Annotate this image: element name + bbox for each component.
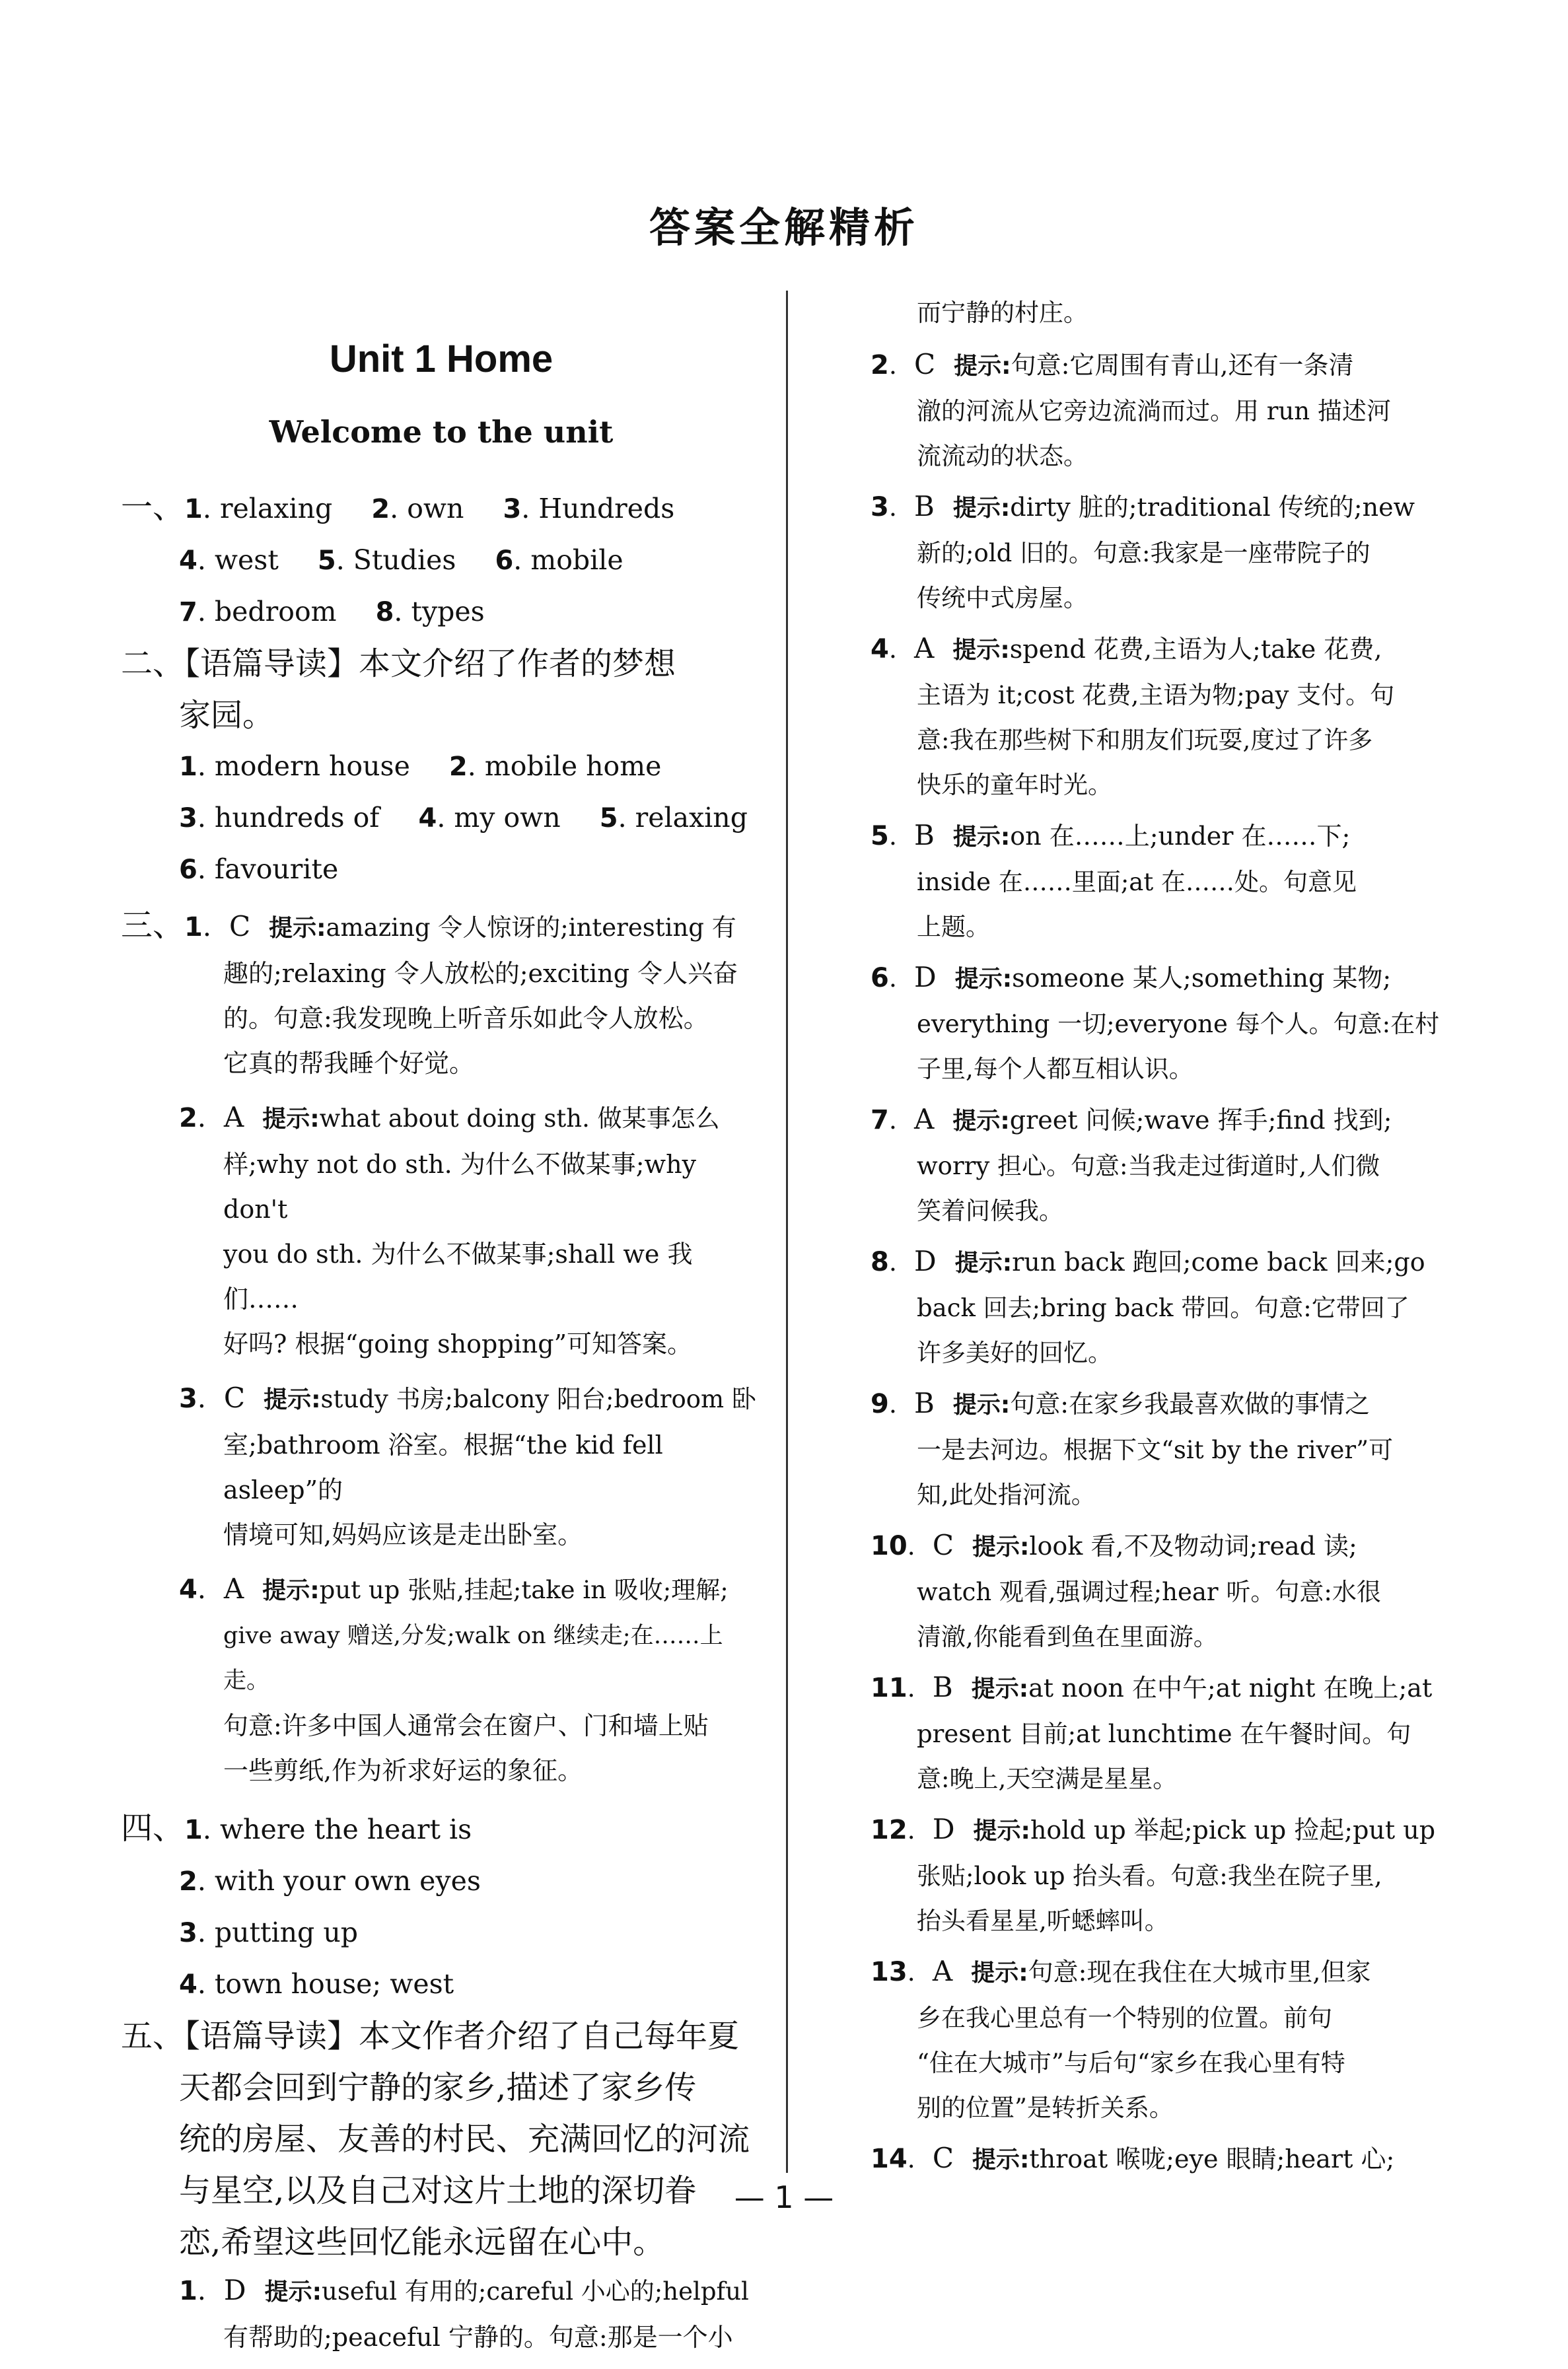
part-5-lead: 五、【语篇导读】本文作者介绍了自己每年夏	[121, 2018, 740, 2055]
part-4-row: 四、1. where the heart is	[121, 1810, 472, 1847]
mc-item: 7. A 提示:greet 问候;wave 挥手;find 找到; worry 担心。句意:当我走过街道时,人们微 笑着问候我。	[871, 1103, 1392, 1225]
part-1-row: 4. west 5. Studies 6. mobile	[179, 544, 624, 576]
part-3	[121, 900, 762, 1793]
page-number: — 1 —	[734, 2179, 834, 2215]
page-title: 答案全解精析	[649, 203, 919, 252]
part-5: 五、【语篇导读】本文作者介绍了自己每年夏 天都会回到宁静的家乡,描述了家乡传 统的房屋、友善的村民、充满回忆的河流 与星空,以及自己对这片土地的深切眷 恋,希望这些回忆能永远留在心中。 1. D 提示:useful 有用的;careful 小心的;helpful 有帮助的;peaceful 宁静的。句意:那是一个小	[121, 2010, 762, 2360]
mc-item: 11. B 提示:at noon 在中午;at night 在晚上;at present 目前;at lunchtime 在午餐时间。句 意:晚上,天空满是星星。	[871, 1671, 1433, 1793]
part-4-row: 3. putting up	[179, 1917, 358, 1948]
mc-item: 9. B 提示:句意:在家乡我最喜欢做的事情之 一是去河边。根据下文“sit by the river”可 知,此处指河流。	[871, 1387, 1393, 1509]
section-title: Welcome to the unit	[269, 414, 614, 450]
part-4-row: 4. town house; west	[179, 1968, 454, 2000]
mc-item: 6. D 提示:someone 某人;something 某物; everything 一切;everyone 每个人。句意:在村 子里,每个人都互相认识。	[871, 961, 1440, 1083]
mc-item: 8. D 提示:run back 跑回;come back 回来;go back 回去;bring back 带回。句意:它带回了 许多美好的回忆。	[871, 1245, 1425, 1367]
mc-item: 4. A 提示:put up 张贴,挂起;take in 吸收;理解; give away 赠送,分发;walk on 继续走;在……上走。 句意:许多中国人通常会在窗户、门和墙上贴 一些剪纸,作为祈求好运的象征。	[179, 1573, 729, 1785]
mc-item: 10. C 提示:look 看,不及物动词;read 读; watch 观看,强调过程;hear 听。句意:水很 清澈,你能看到鱼在里面游。	[871, 1529, 1381, 1651]
mc-item: 14. C 提示:throat 喉咙;eye 眼睛;heart 心;	[871, 2142, 1395, 2174]
part-2-lead-cont: 家园。	[179, 697, 275, 734]
mc-item: 三、1. C 提示:amazing 令人惊讶的;interesting 有 趣的;relaxing 令人放松的;exciting 令人兴奋 的。句意:我发现晚上听音乐如此令人放松。 它真的帮我睡个好觉。	[121, 907, 738, 1078]
part-2-row: 1. modern house 2. mobile home	[179, 750, 662, 782]
mc-item: 3. B 提示:dirty 脏的;traditional 传统的;new 新的;old 旧的。句意:我家是一座带院子的 传统中式房屋。	[871, 490, 1415, 612]
column-divider	[786, 291, 788, 2173]
mc-item: 13. A 提示:句意:现在我住在大城市里,但家 乡在我心里总有一个特别的位置。前句 “住在大城市”与后句“家乡在我心里有特 别的位置”是转折关系。	[871, 1955, 1371, 2122]
part-2	[121, 638, 762, 896]
part-4-row: 2. with your own eyes	[179, 1865, 481, 1897]
part-4	[121, 1802, 762, 2010]
part-2-lead: 二、【语篇导读】本文介绍了作者的梦想	[121, 645, 676, 682]
mc-item: 2. A 提示:what about doing sth. 做某事怎么 样;why not do sth. 为什么不做某事;why don't you do sth. 为什么不做某事;shall we 我们…… 好吗? 根据“going shopping”可知答案。	[179, 1101, 720, 1359]
part-2-row: 3. hundreds of 4. my own 5. relaxing	[179, 802, 748, 833]
part-1-row: 一、1. relaxing 2. own 3. Hundreds	[121, 489, 675, 526]
mc-item: 5. B 提示:on 在……上;under 在……下; inside 在……里面;at 在……处。句意见 上题。	[871, 819, 1357, 941]
left-column	[121, 284, 762, 2369]
mc-item: 12. D 提示:hold up 举起;pick up 捡起;put up 张贴;look up 抬头看。句意:我坐在院子里, 抬头看星星,听蟋蟀叫。	[871, 1813, 1436, 1935]
part-1	[121, 481, 762, 638]
mc-item: 3. C 提示:study 书房;balcony 阳台;bedroom 卧 室;bathroom 浴室。根据“the kid fell asleep”的 情境可知,妈妈应该是走出卧室。	[179, 1382, 756, 1549]
right-column	[871, 291, 1466, 2188]
mc-item: 2. C 提示:句意:它周围有青山,还有一条清 澈的河流从它旁边流淌而过。用 run 描述河 流流动的状态。	[871, 348, 1391, 470]
part-2-row: 6. favourite	[179, 853, 339, 885]
unit-title: Unit 1 Home	[329, 337, 553, 380]
mc-item: 4. A 提示:spend 花费,主语为人;take 花费, 主语为 it;cost 花费,主语为物;pay 支付。句 意:我在那些树下和朋友们玩耍,度过了许多 快乐的童年时光。	[871, 632, 1395, 799]
mc-item: 1. D 提示:useful 有用的;careful 小心的;helpful 有帮助的;peaceful 宁静的。句意:那是一个小	[179, 2274, 749, 2352]
part-1-row: 7. bedroom 8. types	[179, 596, 485, 627]
continuation-line: 而宁静的村庄。	[917, 299, 1088, 327]
